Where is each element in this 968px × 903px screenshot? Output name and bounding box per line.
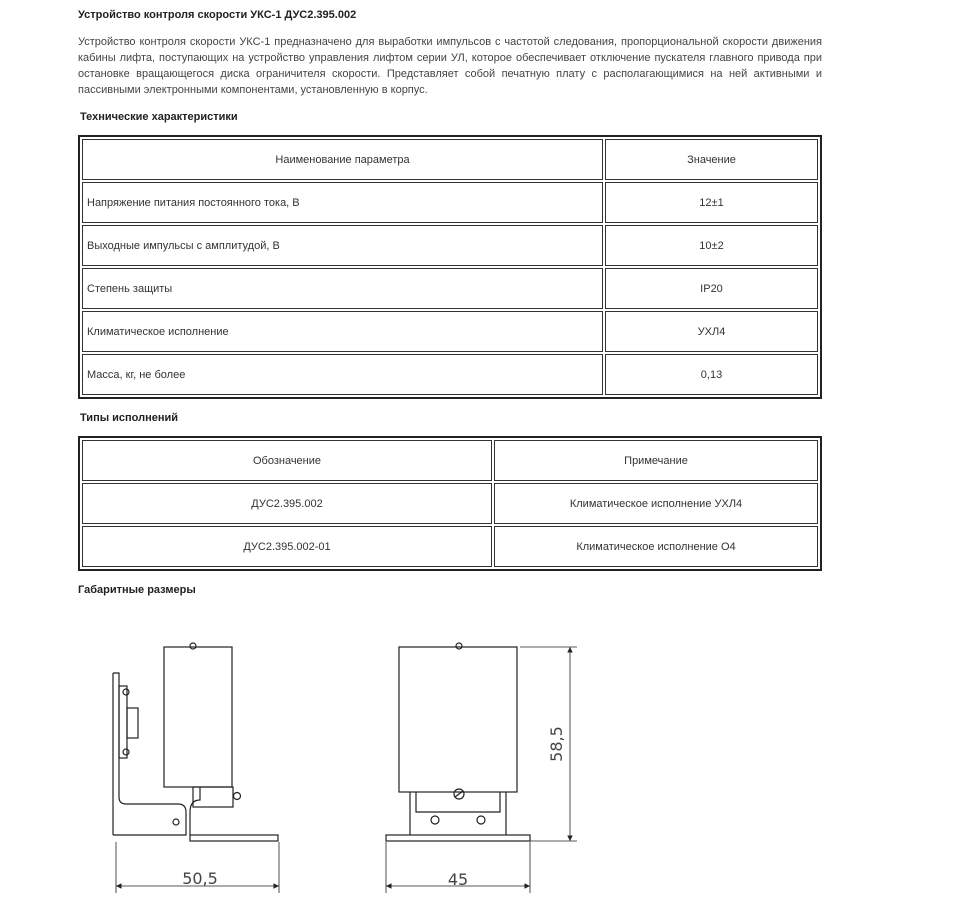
dimensions-heading: Габаритные размеры	[78, 584, 196, 596]
side-foot-plate	[190, 835, 278, 841]
table-row	[82, 182, 818, 223]
variants-heading: Типы исполнений	[80, 412, 179, 424]
height-label: 58,5	[547, 726, 566, 762]
variant-note: Климатическое исполнение УХЛ4	[494, 483, 818, 524]
spec-value: УХЛ4	[605, 311, 818, 352]
table-row	[82, 225, 818, 266]
variant-note: Климатическое исполнение О4	[494, 526, 818, 567]
front-foot-plate	[386, 835, 530, 841]
dimension-drawing	[0, 600, 968, 903]
spec-param: Выходные импульсы с амплитудой, В	[82, 225, 603, 266]
side-bottom-screw	[234, 793, 241, 800]
side-view	[113, 643, 279, 893]
spec-value: 0,13	[605, 354, 818, 395]
side-width-label: 50,5	[182, 869, 218, 888]
dimension-drawing-svg	[0, 600, 968, 898]
spec-param: Напряжение питания постоянного тока, В	[82, 182, 603, 223]
specs-table	[78, 135, 822, 399]
variants-header-row	[82, 440, 818, 481]
table-row	[82, 311, 818, 352]
variants-header-designation: Обозначение	[82, 440, 492, 481]
side-screw-bottom	[123, 749, 129, 755]
side-bracket-screw	[173, 819, 179, 825]
front-housing	[399, 647, 517, 792]
side-housing	[164, 647, 232, 787]
page-title: Устройство контроля скорости УКС-1 ДУС2.395.002	[78, 9, 357, 21]
side-top-screw	[190, 643, 196, 649]
side-bottom-block	[193, 787, 233, 807]
variant-designation: ДУС2.395.002	[82, 483, 492, 524]
front-hole-right	[477, 816, 485, 824]
side-screw-top	[123, 689, 129, 695]
variants-header-note: Примечание	[494, 440, 818, 481]
table-row	[82, 483, 818, 524]
spec-param: Степень защиты	[82, 268, 603, 309]
specs-heading: Технические характеристики	[80, 111, 238, 123]
spec-value: 12±1	[605, 182, 818, 223]
variant-designation: ДУС2.395.002-01	[82, 526, 492, 567]
front-hole-left	[431, 816, 439, 824]
table-row	[82, 526, 818, 567]
variants-table	[78, 436, 822, 571]
specs-header-value: Значение	[605, 139, 818, 180]
specs-header-row	[82, 139, 818, 180]
table-row	[82, 268, 818, 309]
side-foot-riser	[190, 787, 200, 835]
front-top-screw	[456, 643, 462, 649]
front-view	[386, 643, 577, 893]
spec-value: 10±2	[605, 225, 818, 266]
spec-value: IP20	[605, 268, 818, 309]
spec-param: Масса, кг, не более	[82, 354, 603, 395]
front-width-label: 45	[447, 870, 469, 889]
description-paragraph: Устройство контроля скорости УКС-1 предназначено для выработки импульсов с частотой следования, пропорциональной скорости движения кабины лифта, поступающих на устройство управления лифтом серии УЛ, которое обеспечивает отключение пускателя главного привода при остановке вращающегося диска ограничителя скорости. Представляет собой печатную плату с располагающимися на ней активными и пассивными электронными компонентами, установленную в корпус.	[78, 36, 822, 96]
specs-header-param: Наименование параметра	[82, 139, 603, 180]
spec-param: Климатическое исполнение	[82, 311, 603, 352]
table-row	[82, 354, 818, 395]
side-back-plate	[119, 686, 127, 758]
side-connector	[127, 708, 138, 738]
